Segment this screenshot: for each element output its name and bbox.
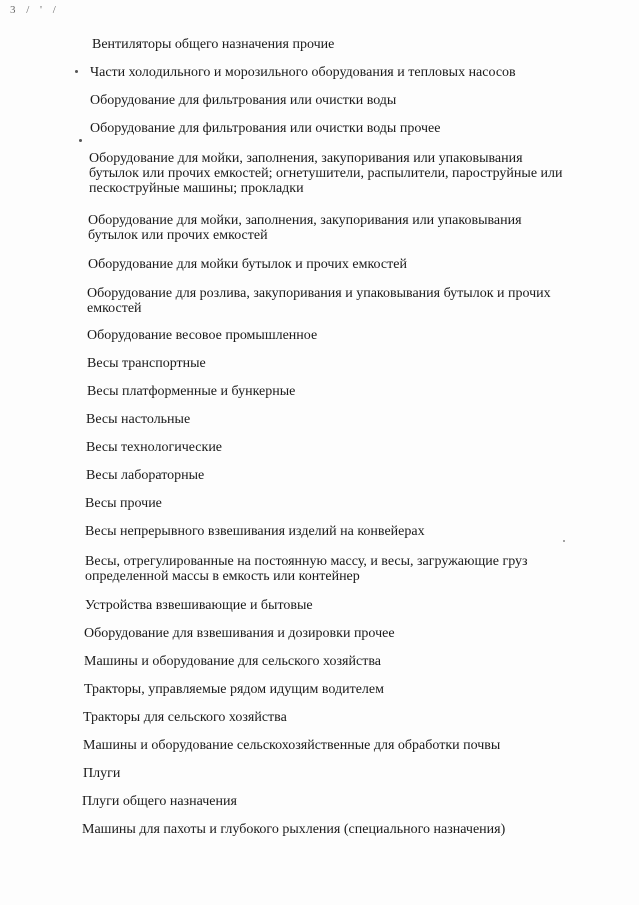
- list-item: бутылок или прочих емкостей: [88, 228, 268, 243]
- list-item: Весы лабораторные: [86, 468, 205, 483]
- list-item: Оборудование для мойки, заполнения, закупоривания или упаковывания: [88, 213, 522, 228]
- list-item: Оборудование для фильтрования или очистки воды прочее: [90, 121, 441, 136]
- list-item: Весы настольные: [86, 412, 191, 427]
- list-item: Оборудование весовое промышленное: [87, 328, 318, 343]
- list-item: Устройства взвешивающие и бытовые: [85, 598, 313, 613]
- list-item: Оборудование для фильтрования или очистки воды: [90, 93, 397, 108]
- list-item: бутылок или прочих емкостей; огнетушители, распылители, пароструйные или: [89, 166, 563, 181]
- corner-mark: 3 / ' /: [10, 4, 60, 16]
- list-item: Весы транспортные: [87, 356, 206, 371]
- list-item: Весы технологические: [86, 440, 223, 455]
- list-item: емкостей: [87, 301, 142, 316]
- list-item: Плуги общего назначения: [82, 794, 237, 809]
- list-item: Тракторы для сельского хозяйства: [83, 710, 287, 725]
- list-item: Части холодильного и морозильного оборудования и тепловых насосов: [90, 65, 516, 80]
- list-item: Весы прочие: [85, 496, 162, 511]
- list-item: Весы непрерывного взвешивания изделий на конвейерах: [85, 524, 425, 539]
- list-item: Машины для пахоты и глубокого рыхления (специального назначения): [82, 822, 506, 837]
- list-item: Оборудование для розлива, закупоривания и упаковывания бутылок и прочих: [87, 286, 551, 301]
- list-item: Машины и оборудование сельскохозяйственные для обработки почвы: [83, 738, 501, 753]
- list-item: определенной массы в емкость или контейнер: [85, 569, 360, 584]
- scan-speck: [563, 540, 565, 542]
- list-item: Машины и оборудование для сельского хозяйства: [84, 654, 381, 669]
- list-item: Весы платформенные и бункерные: [87, 384, 296, 399]
- scan-speck: [75, 70, 78, 73]
- list-item: Оборудование для взвешивания и дозировки прочее: [84, 626, 395, 641]
- list-item: Весы, отрегулированные на постоянную массу, и весы, загружающие груз: [85, 554, 528, 569]
- list-item: Вентиляторы общего назначения прочие: [92, 37, 335, 52]
- list-item: Тракторы, управляемые рядом идущим водителем: [84, 682, 384, 697]
- list-item: Оборудование для мойки, заполнения, закупоривания или упаковывания: [89, 151, 523, 166]
- list-item: Оборудование для мойки бутылок и прочих емкостей: [88, 257, 407, 272]
- scan-speck: [79, 139, 82, 142]
- list-item: пескоструйные машины; прокладки: [89, 181, 304, 196]
- list-item: Плуги: [83, 766, 121, 781]
